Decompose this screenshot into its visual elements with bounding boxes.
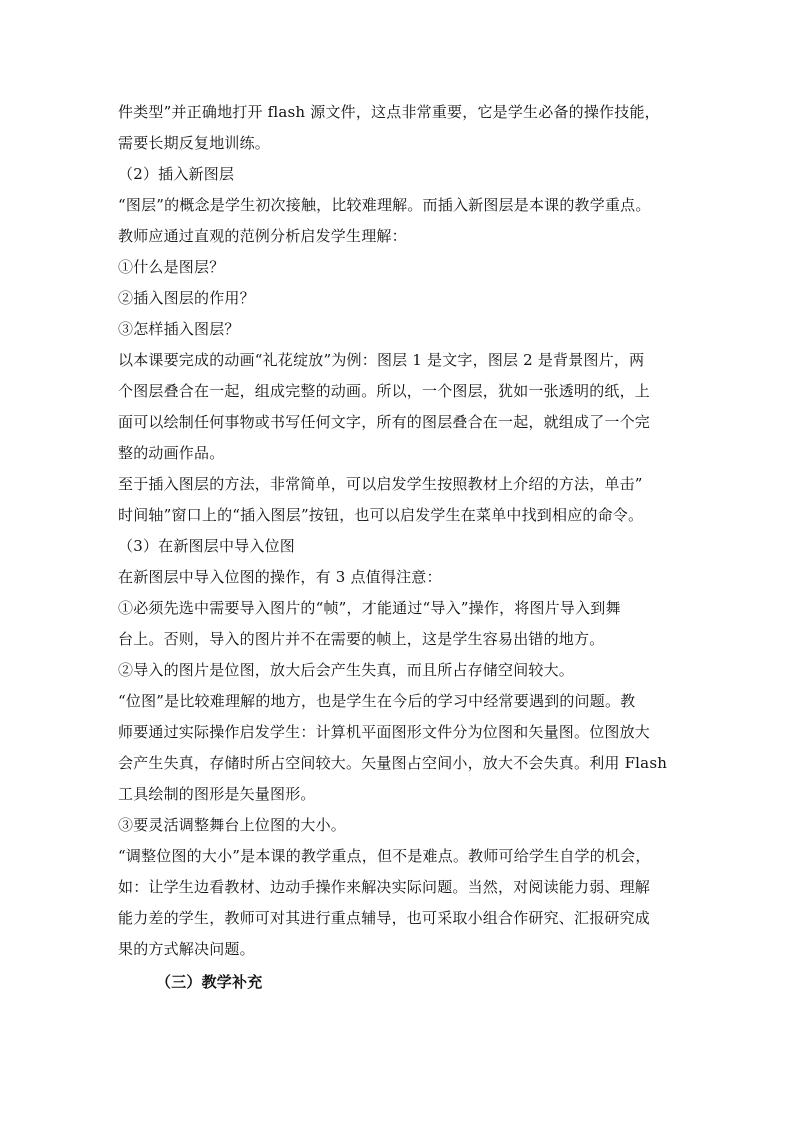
text-line: 在新图层中导入位图的操作，有 3 点值得注意： — [118, 568, 442, 586]
text-line: 台上。否则，导入的图片并不在需要的帧上，这是学生容易出错的地方。 — [118, 630, 605, 648]
list-item: ③怎样插入图层？ — [118, 320, 240, 338]
subheading-insert-layer: （2）插入新图层 — [118, 165, 235, 183]
text-line: 时间轴”窗口上的“插入图层”按钮，也可以启发学生在菜单中找到相应的命令。 — [118, 506, 644, 524]
text-line: “图层”的概念是学生初次接触，比较难理解。而插入新图层是本课的教学重点。 — [118, 196, 651, 214]
text-line: 至于插入图层的方法，非常简单，可以启发学生按照教材上介绍的方法，单击” — [118, 475, 643, 493]
text-line: 个图层叠合在一起，组成完整的动画。所以，一个图层，犹如一张透明的纸，上 — [118, 382, 651, 400]
text-line: 果的方式解决问题。 — [118, 940, 255, 958]
text-line: 整的动画作品。 — [118, 444, 225, 462]
list-item: ①必须先选中需要导入图片的“帧”，才能通过“导入”操作，将图片导入到舞 — [118, 599, 621, 617]
text-line: 需要长期反复地训练。 — [118, 134, 271, 152]
list-item: ②导入的图片是位图，放大后会产生失真，而且所占存储空间较大。 — [118, 661, 575, 679]
document-page — [118, 97, 693, 998]
list-item: ①什么是图层？ — [118, 258, 225, 276]
text-line: “位图”是比较难理解的地方，也是学生在今后的学习中经常要遇到的问题。教 — [118, 692, 636, 710]
list-item: ③要灵活调整舞台上位图的大小。 — [118, 816, 347, 834]
text-line: 如：让学生边看教材、边动手操作来解决实际问题。当然，对阅读能力弱、理解 — [118, 878, 651, 896]
text-line: “调整位图的大小”是本课的教学重点，但不是难点。教师可给学生自学的机会， — [118, 847, 651, 865]
text-line: 能力差的学生，教师可对其进行重点辅导，也可采取小组合作研究、汇报研究成 — [118, 909, 651, 927]
text-line: 件类型”并正确地打开 flash 源文件，这点非常重要，它是学生必备的操作技能， — [118, 103, 660, 121]
text-line: 教师应通过直观的范例分析启发学生理解： — [118, 227, 407, 245]
text-line: 以本课要完成的动画“礼花绽放”为例：图层 1 是文字，图层 2 是背景图片，两 — [118, 351, 645, 369]
text-line: 面可以绘制任何事物或书写任何文字，所有的图层叠合在一起，就组成了一个完 — [118, 413, 651, 431]
subheading-import-bitmap: （3）在新图层中导入位图 — [118, 537, 295, 555]
text-line: 会产生失真，存储时所占空间较大。矢量图占空间小，放大不会失真。利用 Flash — [118, 754, 668, 772]
list-item: ②插入图层的作用？ — [118, 289, 255, 307]
text-line: 师要通过实际操作启发学生：计算机平面图形文件分为位图和矢量图。位图放大 — [118, 723, 651, 741]
text-line: 工具绘制的图形是矢量图形。 — [118, 785, 316, 803]
section-heading: （三）教学补充 — [156, 973, 263, 991]
